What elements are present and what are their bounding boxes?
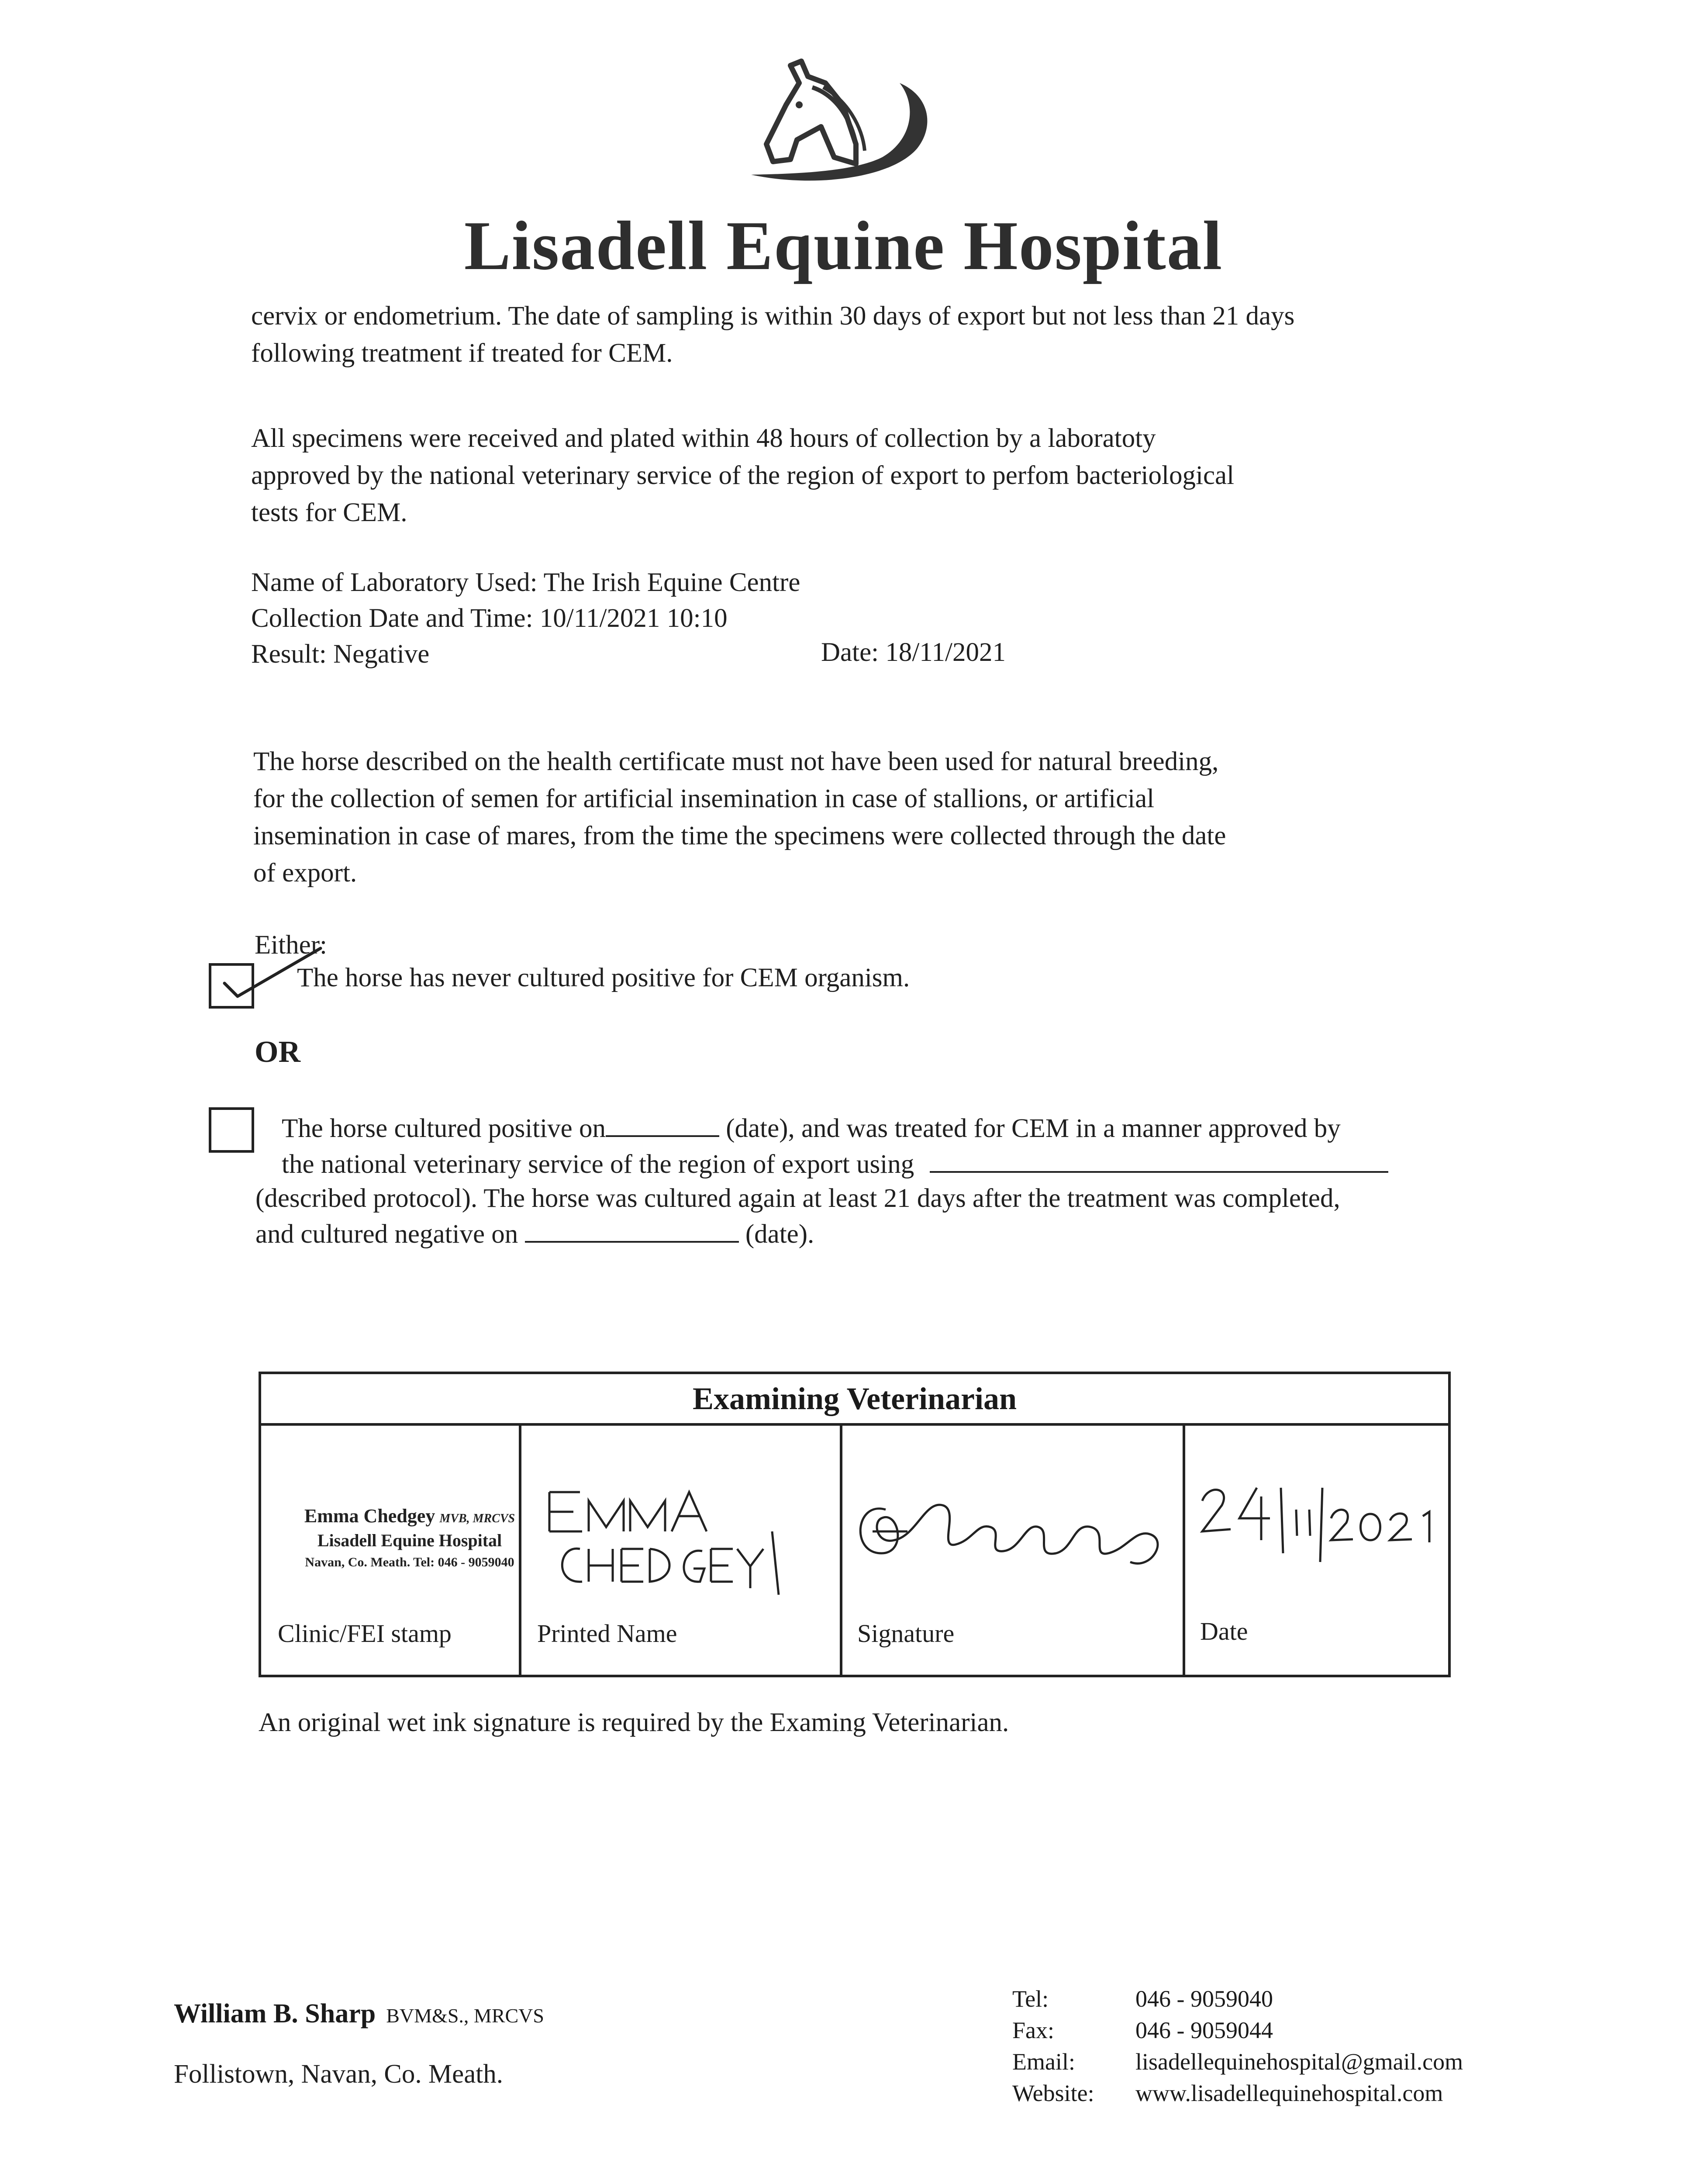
option-1-text: The horse has never cultured positive for CEM organism.	[297, 963, 910, 992]
paragraph-specimens-line-3: tests for CEM.	[251, 498, 407, 527]
option-2-line-1	[282, 1109, 1341, 1147]
paragraph-sampling-line-1: cervix or endometrium. The date of sampling is within 30 days of export but not less than 21 days	[251, 301, 1295, 331]
hospital-title: Lisadell Equine Hospital	[464, 207, 1223, 284]
handwritten-printed-name	[541, 1483, 803, 1599]
vet-table-header: Examining Veterinarian	[261, 1374, 1448, 1426]
stamp-quals: MVB, MRCVS	[439, 1512, 515, 1525]
footer-website[interactable]: www.lisadellequinehospital.com	[1135, 2080, 1443, 2106]
footer-vet-name	[174, 1998, 544, 2029]
footer-address: Follistown, Navan, Co. Meath.	[174, 2060, 503, 2089]
footer-email-label: Email:	[1012, 2049, 1075, 2075]
date-label: Date	[1200, 1617, 1248, 1645]
handwritten-date	[1196, 1479, 1440, 1569]
positive-date-blank	[606, 1113, 719, 1137]
paragraph-horse-line-4: of export.	[253, 858, 357, 888]
signature-label: Signature	[857, 1619, 955, 1648]
table-divider	[1183, 1423, 1185, 1675]
laboratory-name: Name of Laboratory Used: The Irish Equine Centre	[251, 568, 800, 597]
clinic-stamp-label: Clinic/FEI stamp	[278, 1619, 452, 1648]
option-2-checkbox[interactable]	[209, 1107, 254, 1153]
footer-quals: BVM&S., MRCVS	[386, 2004, 544, 2027]
option-2-line-3: (described protocol). The horse was cultured again at least 21 days after the treatment was completed,	[255, 1184, 1340, 1213]
paragraph-specimens-line-2: approved by the national veterinary service of the region of export to perfom bacteriological	[251, 461, 1235, 490]
option-2-line-4	[255, 1215, 814, 1253]
option-2-line-4-part-a: and cultured negative on	[255, 1220, 518, 1249]
handwritten-signature	[846, 1475, 1178, 1590]
result: Result: Negative	[251, 639, 430, 669]
footer-email[interactable]: lisadellequinehospital@gmail.com	[1135, 2049, 1463, 2075]
stamp-address: Navan, Co. Meath. Tel: 046 - 9059040	[305, 1555, 514, 1569]
or-label: OR	[255, 1035, 300, 1069]
collection-date-time: Collection Date and Time: 10/11/2021 10:10	[251, 604, 728, 633]
negative-date-blank	[525, 1218, 739, 1243]
option-2-line-4-part-b: (date).	[745, 1220, 814, 1249]
either-label: Either:	[255, 930, 327, 960]
paragraph-horse-line-1: The horse described on the health certificate must not have been used for natural breeding,	[253, 747, 1219, 776]
footer-website-label: Website:	[1012, 2080, 1094, 2106]
option-2-line-1-part-b: (date), and was treated for CEM in a manner approved by	[726, 1114, 1341, 1143]
clinic-stamp	[287, 1505, 532, 1573]
paragraph-sampling-line-2: following treatment if treated for CEM.	[251, 339, 673, 368]
option-1-checkbox[interactable]	[209, 963, 254, 1009]
paragraph-specimens-line-1: All specimens were received and plated within 48 hours of collection by a laboratoty	[251, 424, 1156, 453]
protocol-blank	[930, 1148, 1388, 1173]
horse-head-logo-icon	[725, 57, 935, 190]
stamp-name: Emma Chedgey	[304, 1505, 435, 1527]
footer-tel-label: Tel:	[1012, 1986, 1049, 2012]
examining-veterinarian-table	[259, 1372, 1451, 1677]
result-date: Date: 18/11/2021	[821, 638, 1006, 667]
footer-tel: 046 - 9059040	[1135, 1986, 1273, 2012]
option-2-line-2	[282, 1145, 1388, 1183]
option-2-line-1-part-a: The horse cultured positive on	[282, 1114, 606, 1143]
footer-name: William B. Sharp	[174, 1999, 376, 2028]
printed-name-label: Printed Name	[537, 1619, 677, 1648]
table-divider	[840, 1423, 842, 1675]
paragraph-horse-line-3: insemination in case of mares, from the time the specimens were collected through the date	[253, 821, 1226, 850]
paragraph-horse-line-2: for the collection of semen for artificial insemination in case of stallions, or artificial	[253, 784, 1155, 813]
footer-fax-label: Fax:	[1012, 2017, 1055, 2043]
option-2-line-2-text: the national veterinary service of the region of export using	[282, 1150, 914, 1179]
stamp-hospital: Lisadell Equine Hospital	[317, 1531, 502, 1550]
footer-fax: 046 - 9059044	[1135, 2017, 1273, 2043]
wet-ink-note: An original wet ink signature is required by the Examing Veterinarian.	[259, 1708, 1009, 1737]
